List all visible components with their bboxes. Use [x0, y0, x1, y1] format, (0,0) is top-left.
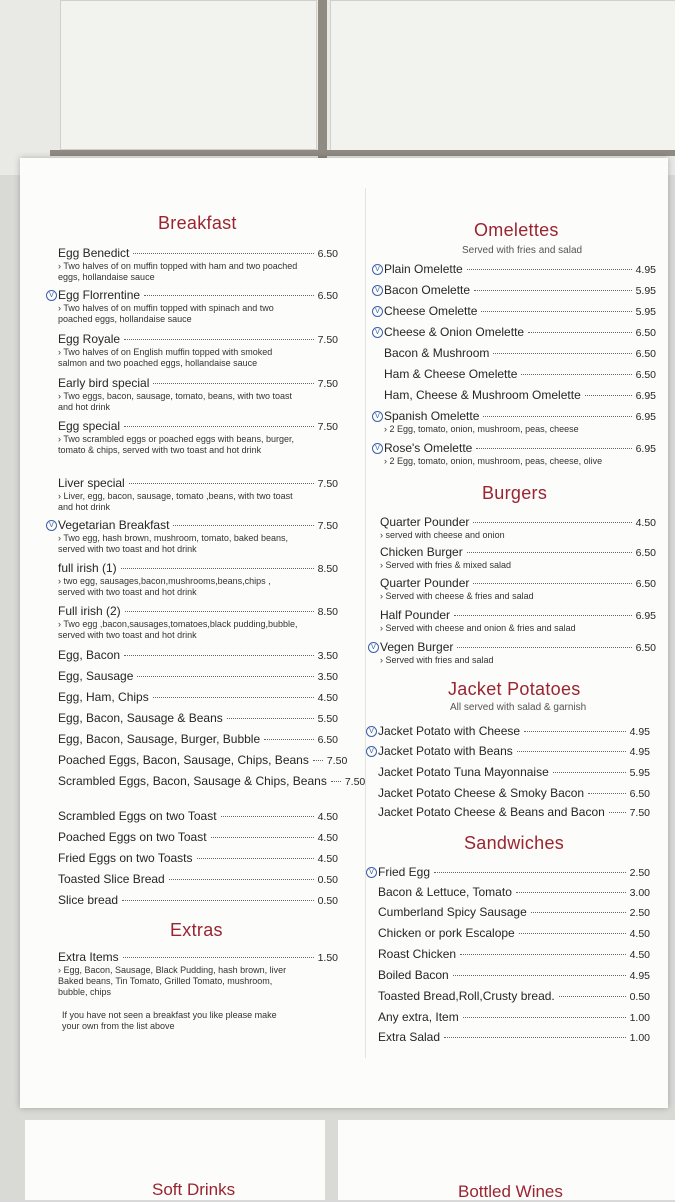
menu-item: [375, 441, 656, 467]
dot-leader: [122, 900, 314, 901]
menu-item: [378, 885, 650, 899]
menu-item-row: [58, 332, 338, 346]
menu-item-description: › Two halves of on muffin topped with ham and two poached eggs, hollandaise sauce: [58, 261, 298, 282]
menu-item-name: Cumberland Spicy Sausage: [378, 905, 527, 919]
menu-item-row: [378, 724, 650, 738]
menu-item-price: 4.95: [635, 264, 656, 276]
menu-item-price: 7.50: [317, 334, 338, 346]
dot-leader: [521, 374, 631, 375]
menu-item: [49, 288, 338, 325]
breakfast-title: Breakfast: [158, 213, 237, 233]
menu-item-row: [58, 518, 338, 532]
menu-item-price: 6.95: [635, 443, 656, 455]
dot-leader: [453, 975, 626, 976]
menu-item: [380, 608, 656, 634]
dot-leader: [467, 269, 632, 270]
vegetarian-icon: V: [372, 285, 383, 296]
menu-item-name: Quarter Pounder: [380, 576, 470, 590]
dot-leader: [153, 697, 314, 698]
menu-item-description: › Two scrambled eggs or poached eggs with beans, burger, tomato & chips, served with two toast and hot drink: [58, 434, 294, 455]
menu-item: [378, 805, 650, 819]
menu-item-name: Toasted Bread,Roll,Crusty bread.: [378, 989, 555, 1003]
menu-item: [58, 648, 338, 662]
dot-leader: [473, 583, 631, 584]
dot-leader: [531, 912, 626, 913]
dot-leader: [517, 751, 626, 752]
menu-item-row: [58, 872, 338, 886]
menu-item: [378, 765, 650, 779]
menu-item-name: Extra Items: [58, 950, 119, 964]
dot-leader: [129, 483, 314, 484]
menu-item-name: Half Pounder: [380, 608, 451, 622]
menu-item: [58, 604, 338, 641]
menu-item: [58, 851, 338, 865]
dot-leader: [434, 872, 626, 873]
vegetarian-icon: V: [366, 746, 377, 757]
vegetarian-icon: V: [372, 306, 383, 317]
menu-item-row: [384, 346, 656, 360]
vegetarian-icon: V: [46, 290, 57, 301]
menu-item: [58, 774, 366, 788]
menu-item-price: 4.95: [629, 970, 650, 982]
bottled-wines-title: Bottled Wines: [458, 1182, 563, 1201]
menu-item-price: 6.50: [317, 290, 338, 302]
menu-item-price: 6.50: [635, 348, 656, 360]
menu-item-price: 6.95: [635, 390, 656, 402]
menu-item-name: Egg, Bacon: [58, 648, 121, 662]
menu-item-row: [384, 441, 656, 455]
menu-item-price: 1.50: [317, 952, 338, 964]
menu-item-name: Any extra, Item: [378, 1010, 459, 1024]
menu-item-name: Bacon Omelette: [384, 283, 471, 297]
menu-item-row: [378, 1030, 650, 1044]
menu-item-row: [58, 711, 338, 725]
menu-item: [58, 476, 338, 513]
menu-item-name: Spanish Omelette: [384, 409, 480, 423]
menu-item-name: Egg, Ham, Chips: [58, 690, 149, 704]
dot-leader: [169, 879, 314, 880]
dot-leader: [476, 448, 631, 449]
menu-item-price: 6.50: [317, 734, 338, 746]
menu-item-row: [378, 905, 650, 919]
menu-item-name: Egg Benedict: [58, 246, 130, 260]
menu-item: [380, 515, 656, 541]
dot-leader: [211, 837, 314, 838]
sandwiches-title: Sandwiches: [464, 833, 565, 853]
dot-leader: [524, 731, 625, 732]
menu-item-name: Poached Eggs on two Toast: [58, 830, 207, 844]
menu-item-name: Toasted Slice Bread: [58, 872, 165, 886]
menu-item-price: 6.50: [635, 642, 656, 654]
menu-item-price: 4.50: [317, 692, 338, 704]
dot-leader: [493, 353, 631, 354]
menu-item-row: [58, 851, 338, 865]
dot-leader: [227, 718, 314, 719]
menu-item-name: Ham & Cheese Omelette: [384, 367, 518, 381]
menu-item-description: › served with cheese and onion: [380, 530, 505, 540]
menu-item-price: 1.00: [629, 1032, 650, 1044]
extras-note: If you have not seen a breakfast you like please make your own from the list above: [62, 1010, 277, 1031]
menu-item-row: [380, 576, 656, 590]
menu-item: [371, 640, 656, 666]
lower-sheet-left: [25, 1120, 325, 1200]
vegetarian-icon: V: [366, 867, 377, 878]
menu-item: [369, 865, 650, 879]
menu-item-price: 4.95: [629, 746, 650, 758]
extras-title: Extras: [170, 920, 223, 940]
menu-item-row: [384, 409, 656, 423]
dot-leader: [121, 568, 314, 569]
menu-item-description: › 2 Egg, tomato, onion, mushroom, peas, cheese: [384, 424, 579, 434]
menu-item: [378, 989, 650, 1003]
menu-item-row: [378, 989, 650, 1003]
menu-item: [369, 744, 650, 758]
menu-item-price: 6.50: [317, 248, 338, 260]
dot-leader: [519, 933, 626, 934]
menu-item-price: 5.95: [635, 306, 656, 318]
menu-item-row: [384, 325, 656, 339]
menu-item: [58, 561, 338, 598]
menu-item-row: [378, 885, 650, 899]
menu-item: [369, 724, 650, 738]
menu-item-row: [58, 809, 338, 823]
soft-drinks-title: Soft Drinks: [152, 1180, 236, 1199]
menu-item: [375, 283, 656, 297]
dot-leader: [144, 295, 314, 296]
menu-item-name: Jacket Potato with Cheese: [378, 724, 521, 738]
menu-item-price: 6.95: [635, 610, 656, 622]
dot-leader: [481, 311, 631, 312]
menu-item-price: 0.50: [317, 874, 338, 886]
menu-item-price: 3.00: [629, 887, 650, 899]
menu-item-description: › Two egg ,bacon,sausages,tomatoes,black pudding,bubble, served with two toast and hot drink: [58, 619, 298, 640]
menu-item-name: Egg Florrentine: [58, 288, 141, 302]
vegetarian-icon: V: [46, 520, 57, 531]
menu-item-name: Bacon & Lettuce, Tomato: [378, 885, 512, 899]
menu-item-name: Boiled Bacon: [378, 968, 449, 982]
menu-sheet: [20, 158, 668, 1108]
menu-item: [49, 518, 338, 555]
dot-leader: [133, 253, 313, 254]
menu-item-row: [58, 648, 338, 662]
menu-item-name: Egg, Bacon, Sausage & Beans: [58, 711, 223, 725]
menu-item: [378, 1010, 650, 1024]
tile-grout: [318, 0, 327, 160]
menu-item-row: [378, 926, 650, 940]
menu-item-price: 2.50: [629, 907, 650, 919]
menu-item-row: [380, 608, 656, 622]
menu-item-description: › Served with cheese & fries and salad: [380, 591, 534, 601]
dot-leader: [467, 552, 632, 553]
menu-item: [58, 872, 338, 886]
vegetarian-icon: V: [372, 264, 383, 275]
menu-item: [378, 905, 650, 919]
menu-item-description: › Egg, Bacon, Sausage, Black Pudding, hash brown, liver Baked beans, Tin Tomato, Grilled Tomato, mushroom, bubble, chips: [58, 965, 287, 997]
menu-item-price: 7.50: [629, 807, 650, 819]
menu-item-price: 6.95: [635, 411, 656, 423]
menu-item-price: 6.50: [635, 578, 656, 590]
menu-item-name: Egg special: [58, 419, 121, 433]
menu-item: [378, 968, 650, 982]
dot-leader: [609, 812, 626, 813]
menu-item-name: Vegetarian Breakfast: [58, 518, 170, 532]
menu-item: [58, 690, 338, 704]
menu-item: [380, 545, 656, 571]
menu-item: [58, 246, 338, 283]
menu-item-row: [378, 805, 650, 819]
wall-tile: [330, 0, 675, 152]
tile-grout: [50, 150, 675, 156]
menu-item-name: Rose's Omelette: [384, 441, 473, 455]
menu-item-name: Poached Eggs, Bacon, Sausage, Chips, Beans: [58, 753, 309, 767]
menu-item-row: [384, 367, 656, 381]
wall-tiles: [0, 0, 675, 175]
menu-item-row: [58, 893, 338, 907]
menu-item-price: 4.50: [629, 928, 650, 940]
menu-item-price: 6.50: [635, 327, 656, 339]
menu-item-row: [58, 419, 338, 433]
dot-leader: [153, 383, 313, 384]
menu-item-row: [380, 545, 656, 559]
menu-item-row: [380, 515, 656, 529]
menu-item-price: 0.50: [317, 895, 338, 907]
menu-item-description: › Served with fries and salad: [380, 655, 494, 665]
menu-item-price: 6.50: [635, 547, 656, 559]
menu-item-row: [384, 304, 656, 318]
menu-item-row: [378, 947, 650, 961]
menu-item: [58, 893, 338, 907]
dot-leader: [585, 395, 632, 396]
dot-leader: [457, 647, 631, 648]
vegetarian-icon: V: [366, 726, 377, 737]
menu-item-price: 7.50: [344, 776, 366, 788]
dot-leader: [197, 858, 314, 859]
menu-item-name: Plain Omelette: [384, 262, 463, 276]
menu-item-name: Roast Chicken: [378, 947, 457, 961]
dot-leader: [473, 522, 631, 523]
dot-leader: [460, 954, 626, 955]
menu-item-price: 6.50: [635, 369, 656, 381]
dot-leader: [221, 816, 314, 817]
menu-item-price: 1.00: [629, 1012, 650, 1024]
vegetarian-icon: V: [368, 642, 379, 653]
menu-item-name: full irish (1): [58, 561, 117, 575]
menu-item-name: Slice bread: [58, 893, 119, 907]
menu-item-description: › Served with cheese and onion & fries and salad: [380, 623, 576, 633]
dot-leader: [454, 615, 632, 616]
menu-item-name: Full irish (2): [58, 604, 121, 618]
menu-item: [375, 409, 656, 435]
menu-item-row: [58, 288, 338, 302]
menu-item-row: [384, 283, 656, 297]
menu-item-description: › Two halves of on muffin topped with spinach and two poached eggs, hollandaise sauce: [58, 303, 274, 324]
menu-item-row: [58, 246, 338, 260]
menu-item-name: Fried Eggs on two Toasts: [58, 851, 193, 865]
menu-item-name: Cheese Omelette: [384, 304, 478, 318]
menu-item: [58, 830, 338, 844]
menu-item-price: 7.50: [317, 478, 338, 490]
menu-item: [384, 346, 656, 360]
menu-item-description: › 2 Egg, tomato, onion, mushroom, peas, cheese, olive: [384, 456, 603, 466]
wall-tile: [60, 0, 317, 150]
menu-item-name: Vegen Burger: [380, 640, 454, 654]
menu-item-row: [384, 388, 656, 402]
menu-item-name: Scrambled Eggs on two Toast: [58, 809, 217, 823]
dot-leader: [123, 957, 314, 958]
dot-leader: [137, 676, 313, 677]
menu-item-name: Jacket Potato Cheese & Smoky Bacon: [378, 786, 585, 800]
menu-item: [58, 419, 338, 456]
menu-item: [58, 732, 338, 746]
menu-item-price: 0.50: [629, 991, 650, 1003]
menu-item-price: 3.50: [317, 671, 338, 683]
menu-item: [378, 947, 650, 961]
menu-item: [378, 1030, 650, 1044]
menu-item-row: [378, 786, 650, 800]
dot-leader: [444, 1037, 626, 1038]
menu-item-name: Quarter Pounder: [380, 515, 470, 529]
dot-leader: [331, 781, 341, 782]
menu-item-row: [380, 640, 656, 654]
lower-sheet-right: [338, 1120, 675, 1200]
menu-item-price: 8.50: [317, 606, 338, 618]
menu-item-row: [58, 376, 338, 390]
menu-item-description: › Two halves of on English muffin topped with smoked salmon and two poached eggs, hollandaise sauce: [58, 347, 273, 368]
dot-leader: [528, 332, 631, 333]
burgers-title: Burgers: [482, 483, 548, 503]
column-divider: [365, 188, 366, 1058]
menu-item-row: [58, 774, 366, 788]
menu-item: [378, 786, 650, 800]
menu-item-price: 7.50: [326, 755, 348, 767]
menu-item-row: [384, 262, 656, 276]
menu-item-row: [58, 604, 338, 618]
dot-leader: [483, 416, 631, 417]
menu-item: [375, 325, 656, 339]
menu-item-name: Fried Egg: [378, 865, 431, 879]
menu-item-name: Ham, Cheese & Mushroom Omelette: [384, 388, 581, 402]
menu-item-name: Bacon & Mushroom: [384, 346, 490, 360]
menu-item-row: [378, 744, 650, 758]
menu-item-row: [378, 765, 650, 779]
menu-item-description: › two egg, sausages,bacon,mushrooms,beans,chips , served with two toast and hot drink: [58, 576, 271, 597]
menu-item: [378, 926, 650, 940]
menu-item-price: 5.95: [635, 285, 656, 297]
menu-item-description: › Two egg, hash brown, mushroom, tomato, baked beans, served with two toast and hot drink: [58, 533, 288, 554]
dot-leader: [173, 525, 313, 526]
menu-item-name: Jacket Potato Tuna Mayonnaise: [378, 765, 549, 779]
menu-item: [58, 332, 338, 369]
menu-item: [58, 809, 338, 823]
dot-leader: [516, 892, 626, 893]
menu-item-price: 6.50: [629, 788, 650, 800]
dot-leader: [124, 426, 314, 427]
menu-item-price: 7.50: [317, 378, 338, 390]
menu-item: [58, 753, 348, 767]
menu-item-name: Chicken Burger: [380, 545, 463, 559]
menu-item-price: 4.50: [635, 517, 656, 529]
menu-item-description: › Served with fries & mixed salad: [380, 560, 512, 570]
menu-item: [375, 262, 656, 276]
dot-leader: [559, 996, 626, 997]
menu-item-row: [378, 1010, 650, 1024]
menu-item-name: Extra Salad: [378, 1030, 441, 1044]
menu-item-name: Early bird special: [58, 376, 150, 390]
menu-item-name: Jacket Potato Cheese & Beans and Bacon: [378, 805, 605, 819]
menu-item-row: [58, 690, 338, 704]
menu-item-description: › Liver, egg, bacon, sausage, tomato ,beans, with two toast and hot drink: [58, 491, 293, 512]
menu-item-row: [58, 753, 348, 767]
menu-item-row: [378, 968, 650, 982]
dot-leader: [553, 772, 626, 773]
menu-item: [375, 304, 656, 318]
omelettes-subtitle: Served with fries and salad: [462, 245, 583, 256]
menu-item-price: 4.50: [317, 832, 338, 844]
menu-item-description: › Two eggs, bacon, sausage, tomato, beans, with two toast and hot drink: [58, 391, 292, 412]
menu-item: [58, 376, 338, 413]
menu-item-row: [58, 669, 338, 683]
menu-item-price: 4.50: [629, 949, 650, 961]
menu-item-row: [58, 476, 338, 490]
menu-item-name: Scrambled Eggs, Bacon, Sausage & Chips, Beans: [58, 774, 327, 788]
vegetarian-icon: V: [372, 411, 383, 422]
menu-item-price: 5.95: [629, 767, 650, 779]
menu-item-price: 4.95: [629, 726, 650, 738]
menu-item: [380, 576, 656, 602]
dot-leader: [588, 793, 625, 794]
menu-item-price: 3.50: [317, 650, 338, 662]
menu-item-row: [58, 950, 338, 964]
menu-item-row: [58, 561, 338, 575]
menu-item: [384, 367, 656, 381]
menu-item-price: 4.50: [317, 853, 338, 865]
menu-item: [58, 669, 338, 683]
menu-item-price: 4.50: [317, 811, 338, 823]
dot-leader: [313, 760, 323, 761]
menu-item-name: Egg, Sausage: [58, 669, 134, 683]
menu-item-row: [378, 865, 650, 879]
menu-item: [58, 711, 338, 725]
menu-item-price: 8.50: [317, 563, 338, 575]
dot-leader: [124, 339, 314, 340]
menu-item: [58, 950, 338, 998]
omelettes-title: Omelettes: [474, 220, 559, 240]
menu-item-row: [58, 830, 338, 844]
menu-item-price: 7.50: [317, 421, 338, 433]
dot-leader: [474, 290, 632, 291]
dot-leader: [463, 1017, 626, 1018]
dot-leader: [125, 611, 314, 612]
jacket-potatoes-title: Jacket Potatoes: [448, 679, 581, 699]
menu-item-name: Egg, Bacon, Sausage, Burger, Bubble: [58, 732, 261, 746]
menu-item-name: Liver special: [58, 476, 125, 490]
dot-leader: [124, 655, 314, 656]
jacket-potatoes-subtitle: All served with salad & garnish: [450, 702, 587, 713]
dot-leader: [264, 739, 313, 740]
vegetarian-icon: V: [372, 443, 383, 454]
menu-item: [384, 388, 656, 402]
vegetarian-icon: V: [372, 327, 383, 338]
menu-item-price: 5.50: [317, 713, 338, 725]
menu-item-price: 7.50: [317, 520, 338, 532]
menu-item-name: Cheese & Onion Omelette: [384, 325, 525, 339]
menu-item-price: 2.50: [629, 867, 650, 879]
menu-item-name: Egg Royale: [58, 332, 121, 346]
menu-item-name: Chicken or pork Escalope: [378, 926, 515, 940]
menu-item-name: Jacket Potato with Beans: [378, 744, 513, 758]
menu-item-row: [58, 732, 338, 746]
